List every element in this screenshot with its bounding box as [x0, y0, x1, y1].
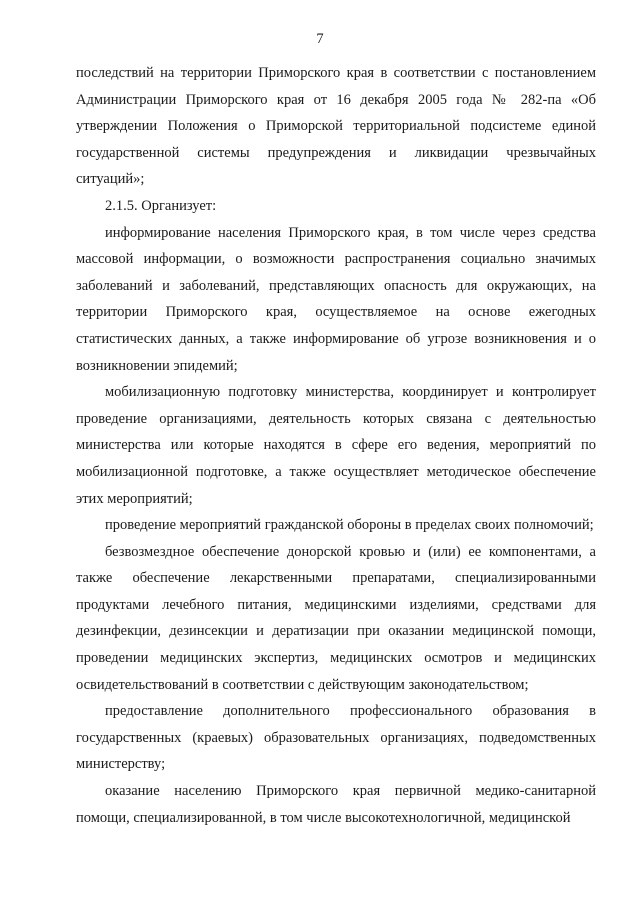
section-heading-2-1-5: 2.1.5. Организует:: [105, 197, 217, 214]
paragraph-medical-care: оказание населению Приморского края первичной медико-санитарной помощи, специализированной, в том числе высокотехнологичной, медицинской: [76, 783, 596, 826]
paragraph-informing-population: информирование населения Приморского края, в том числе через средства массовой информации, о возможности распространения социально значимых заболеваний и заболеваний, представляющих опасность для окружающих, на территории Приморского края, осуществляемое на основе ежегодных статистических данных, а также информирование об угрозе возникновения и о возникновении эпидемий;: [76, 224, 596, 374]
paragraph-donor-blood: безвозмездное обеспечение донорской кровью и (или) ее компонентами, а также обеспечение лекарственными препаратами, специализированными продуктами лечебного питания, медицинскими изделиями, средствами для дезинфекции, дезинсекции и дератизации при оказании медицинской помощи, проведении медицинских экспертиз, медицинских осмотров и медицинских освидетельствований в соответствии с действующим законодательством;: [76, 543, 596, 693]
paragraph-civil-defense: проведение мероприятий гражданской обороны в пределах своих полномочий;: [105, 517, 594, 534]
document-body: [76, 60, 596, 831]
page-number: 7: [316, 31, 324, 47]
paragraph-professional-education: предоставление дополнительного профессионального образования в государственных (краевых) образовательных организациях, подведомственных министерству;: [76, 703, 596, 773]
paragraph-continuation: последствий на территории Приморского края в соответствии с постановлением Администрации Приморского края от 16 декабря 2005 года № 282-па «Об утверждении Положения о Приморской территориальной подсистеме единой государственной системы предупреждения и ликвидации чрезвычайных ситуаций»;: [76, 65, 596, 188]
paragraph-mobilization: мобилизационную подготовку министерства, координирует и контролирует проведение организациями, деятельность которых связана с деятельностью министерства или которые находятся в сфере его ведения, мероприятий по мобилизационной подготовке, а также осуществляет методическое обеспечение этих мероприятий;: [76, 384, 596, 507]
